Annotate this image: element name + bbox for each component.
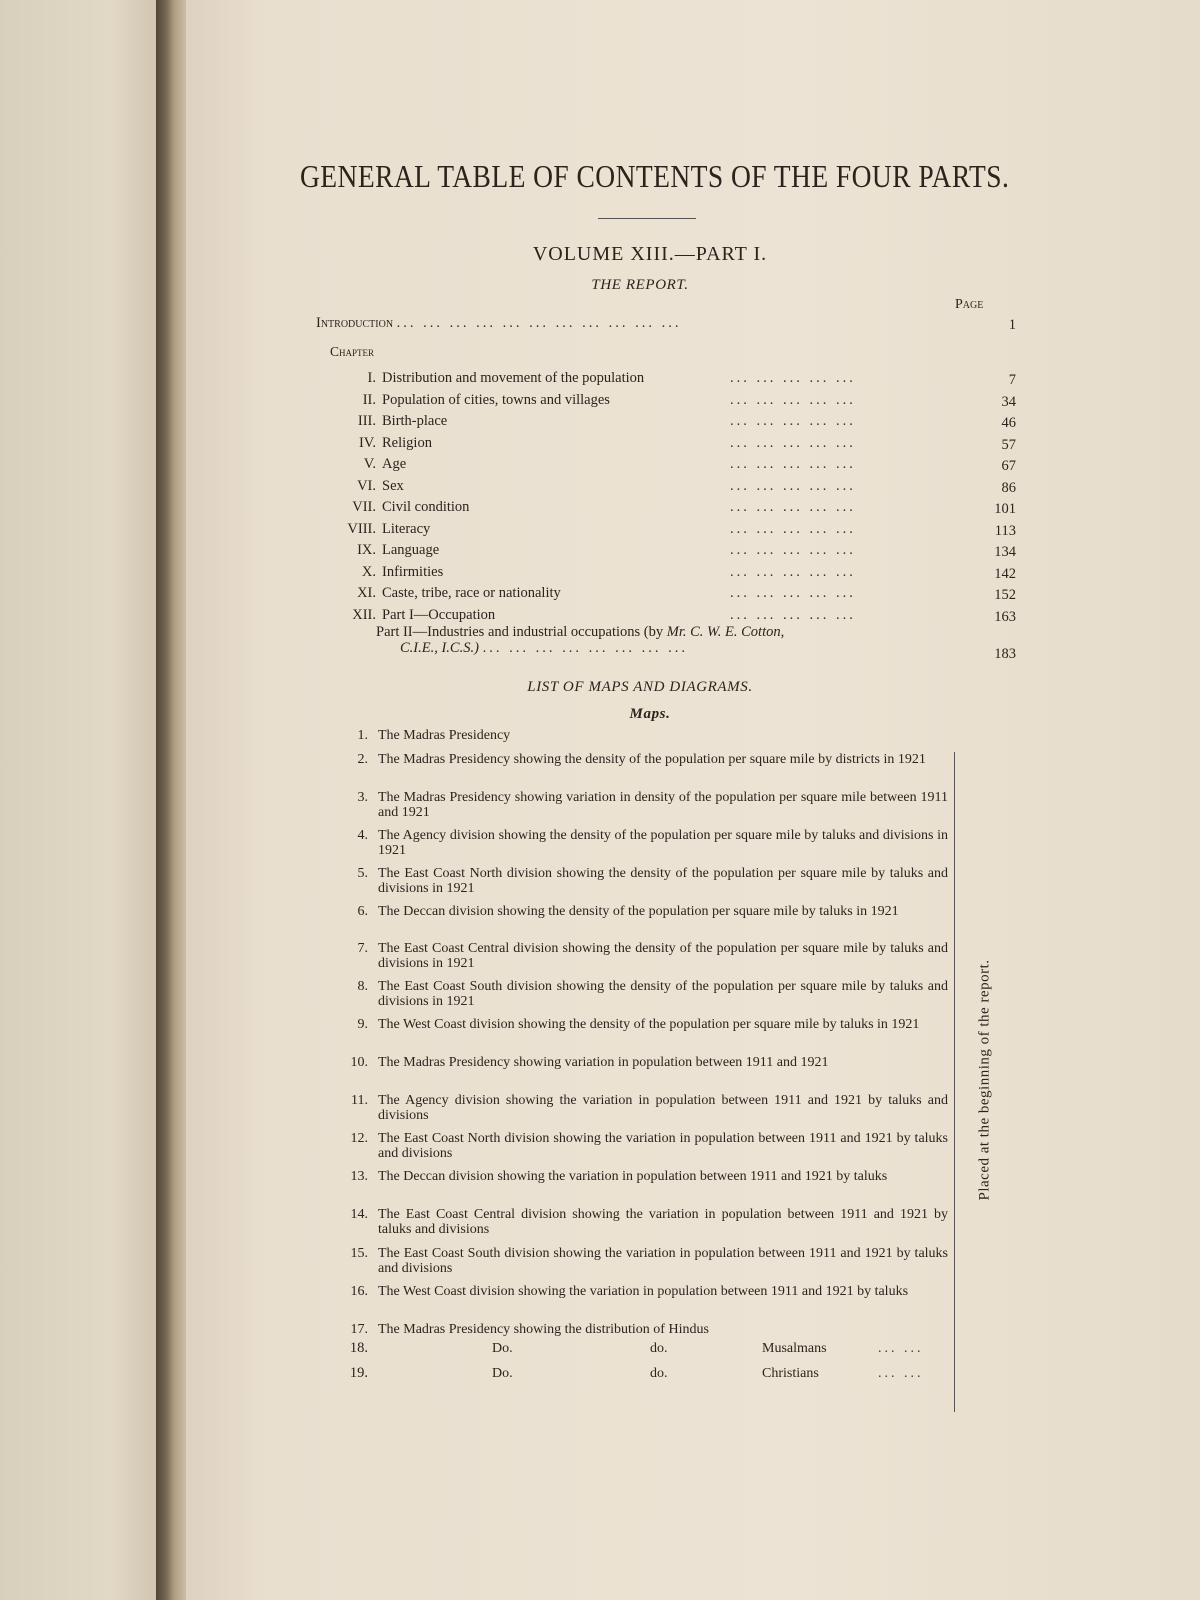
map-title: The Agency division showing the density of the population per square mile by taluks and divisions in 1921 <box>378 828 948 858</box>
introduction-label: Introduction <box>316 315 394 331</box>
side-note: Placed at the beginning of the report. <box>976 959 993 1201</box>
map-number: 4. <box>357 828 368 843</box>
leader-dots: ... ... ... ... ... <box>730 477 856 494</box>
map-title: The East Coast South division showing the variation in population between 1911 and 1921 by taluks and divisions <box>378 1246 948 1276</box>
map-number: 9. <box>357 1017 368 1032</box>
ditto-1: Do. <box>492 1366 513 1381</box>
map-title: The West Coast division showing the density of the population per square mile by taluks in 1921 <box>378 1017 920 1032</box>
chapter-row <box>316 564 443 581</box>
map-18-subject: Musalmans <box>762 1341 827 1356</box>
chapter-page: 67 <box>1001 458 1016 474</box>
leader-dots: ... ... ... ... ... <box>730 391 856 408</box>
maps-heading: LIST OF MAPS AND DIAGRAMS. <box>527 679 753 695</box>
chapter-page: 34 <box>1001 393 1016 410</box>
chapter-row <box>316 413 447 430</box>
chapter-title: Birth-place <box>382 413 448 429</box>
leader-dots: ... ... ... ... ... <box>730 370 856 386</box>
map-title: The Madras Presidency showing the distribution of Hindus <box>378 1322 709 1337</box>
chapter-number: VII. <box>352 499 376 515</box>
chapter-page: 7 <box>1008 372 1016 388</box>
map-title: The East Coast North division showing the variation in population between 1911 and 1921 by taluks and divisions <box>378 1131 948 1161</box>
chapter-number: IV. <box>358 434 376 451</box>
chapter-label: Chapter <box>330 344 375 359</box>
map-number: 16. <box>350 1284 368 1299</box>
map-number: 19. <box>349 1365 368 1381</box>
ditto-2: do. <box>650 1366 668 1381</box>
chapter-number: II. <box>362 391 376 408</box>
map-number: 12. <box>350 1131 368 1146</box>
chapter-row <box>316 499 469 516</box>
chapter-title: Infirmities <box>382 563 444 580</box>
chapter-row <box>316 435 432 452</box>
chapter-row <box>316 521 430 538</box>
chapter-row <box>316 585 561 602</box>
chapter-title: Language <box>382 542 440 558</box>
map-number: 3. <box>357 790 368 805</box>
leader-dots: ... ... ... ... ... <box>730 520 856 537</box>
map-number: 11. <box>351 1093 368 1108</box>
chapter-title: Part I—Occupation <box>382 606 496 623</box>
grouping-brace <box>954 752 965 1412</box>
leader-dots: ... ... ... ... ... <box>730 456 856 472</box>
map-title: The East Coast South division showing the density of the population per square mile by taluks and divisions in 1921 <box>378 979 948 1009</box>
map-title: The Deccan division showing the variation in population between 1911 and 1921 by taluks <box>378 1169 888 1184</box>
map-row-19 <box>328 1365 374 1382</box>
chapter-number: VIII. <box>347 520 376 537</box>
chapter-number: XI. <box>357 585 376 601</box>
chapter-row <box>316 392 610 409</box>
chapter-row <box>316 370 644 387</box>
map-19-subject: Christians <box>762 1366 819 1381</box>
page-column-label: Page <box>955 297 984 312</box>
chapter-row <box>316 542 439 559</box>
map-title: The Madras Presidency showing variation in density of the population per square mile between 1911 and 1921 <box>378 790 948 820</box>
part2-row-2 <box>400 640 688 657</box>
map-number: 13. <box>350 1169 368 1184</box>
chapter-number: I. <box>367 370 376 386</box>
ditto-1: Do. <box>492 1341 513 1356</box>
introduction-row <box>316 315 682 332</box>
book-spine <box>156 0 186 1600</box>
chapter-page: 57 <box>1001 436 1016 453</box>
map-title: The Deccan division showing the density of the population per square mile by taluks in 1921 <box>378 904 899 919</box>
chapter-title: Civil condition <box>382 499 470 515</box>
chapter-title: Caste, tribe, race or nationality <box>382 585 561 601</box>
chapter-row <box>316 478 404 495</box>
map-title: The Madras Presidency <box>378 728 511 743</box>
chapter-page: 152 <box>994 587 1016 603</box>
chapter-number: XII. <box>352 606 376 623</box>
chapter-page: 86 <box>1001 479 1016 496</box>
chapter-page: 163 <box>994 608 1016 625</box>
volume-heading: VOLUME XIII.—PART I. <box>532 243 768 265</box>
leader-dots: ... ... ... ... ... <box>730 434 856 451</box>
leader-dots: ... ... <box>878 1366 924 1381</box>
introduction-page: 1 <box>1008 317 1016 333</box>
ditto-2: do. <box>650 1341 668 1356</box>
leader-dots: ... ... <box>878 1341 924 1356</box>
map-title: The West Coast division showing the variation in population between 1911 and 1921 by taluks <box>378 1284 909 1299</box>
part2-text: Part II—Industries and industrial occupations (by <box>376 624 667 640</box>
map-number: 5. <box>357 866 368 881</box>
chapter-title: Religion <box>382 434 432 451</box>
map-number: 18. <box>349 1340 368 1356</box>
leader-dots: ... ... ... ... ... <box>730 499 856 515</box>
map-number: 14. <box>350 1207 368 1222</box>
part2-credentials: C.I.E., I.C.S.) <box>400 640 479 656</box>
chapter-title: Sex <box>382 477 404 494</box>
map-row-18 <box>328 1340 374 1357</box>
map-title: The East Coast North division showing the density of the population per square mile by taluks and divisions in 1921 <box>378 866 948 896</box>
map-number: 7. <box>357 941 368 956</box>
title-rule <box>598 218 696 219</box>
chapter-title: Population of cities, towns and villages <box>382 391 610 408</box>
chapter-number: VI. <box>357 477 376 494</box>
map-number: 10. <box>350 1055 368 1070</box>
part2-page: 183 <box>994 646 1016 662</box>
chapter-page: 142 <box>994 565 1016 582</box>
map-title: The Madras Presidency showing variation in population between 1911 and 1921 <box>378 1055 829 1070</box>
map-title: The Agency division showing the variation in population between 1911 and 1921 by taluks and divisions <box>378 1093 948 1123</box>
map-number: 15. <box>350 1246 368 1261</box>
map-title: The East Coast Central division showing the variation in population between 1911 and 1921 by taluks and divisions <box>378 1207 948 1237</box>
chapter-row <box>316 607 495 624</box>
chapter-page: 46 <box>1001 415 1016 431</box>
leader-dots: ... ... ... ... ... <box>730 413 856 429</box>
chapter-title: Age <box>382 456 407 472</box>
map-number: 1. <box>357 728 368 743</box>
chapter-row <box>316 456 406 473</box>
leader-dots: ... ... ... ... ... ... ... ... <box>482 640 688 656</box>
map-number: 8. <box>357 979 368 994</box>
page-title: GENERAL TABLE OF CONTENTS OF THE FOUR PARTS. <box>300 158 1010 194</box>
report-heading: THE REPORT. <box>591 277 689 293</box>
chapter-number: X. <box>361 563 376 580</box>
map-number: 6. <box>357 904 368 919</box>
part2-author: Mr. C. W. E. Cotton, <box>666 624 785 640</box>
leader-dots: ... ... ... ... ... <box>730 585 856 601</box>
map-number: 2. <box>357 752 368 767</box>
maps-subheading: Maps. <box>629 706 671 722</box>
chapter-number: V. <box>363 456 376 472</box>
chapter-title: Literacy <box>382 520 431 537</box>
chapter-title: Distribution and movement of the population <box>382 370 645 386</box>
map-number: 17. <box>350 1322 368 1337</box>
chapter-number: III. <box>357 413 376 429</box>
chapter-page: 113 <box>994 522 1016 539</box>
leader-dots: ... ... ... ... ... <box>730 606 856 623</box>
leader-dots: ... ... ... ... ... <box>730 563 856 580</box>
part2-row <box>376 624 784 641</box>
chapter-page: 134 <box>994 544 1016 560</box>
map-title: The East Coast Central division showing the density of the population per square mile by taluks and divisions in 1921 <box>378 941 948 971</box>
map-title: The Madras Presidency showing the density of the population per square mile by districts in 1921 <box>378 752 926 767</box>
chapter-number: IX. <box>357 542 376 558</box>
leader-dots: ... ... ... ... ... ... ... ... ... ... ... <box>396 315 682 331</box>
leader-dots: ... ... ... ... ... <box>730 542 856 558</box>
chapter-page: 101 <box>994 501 1016 517</box>
